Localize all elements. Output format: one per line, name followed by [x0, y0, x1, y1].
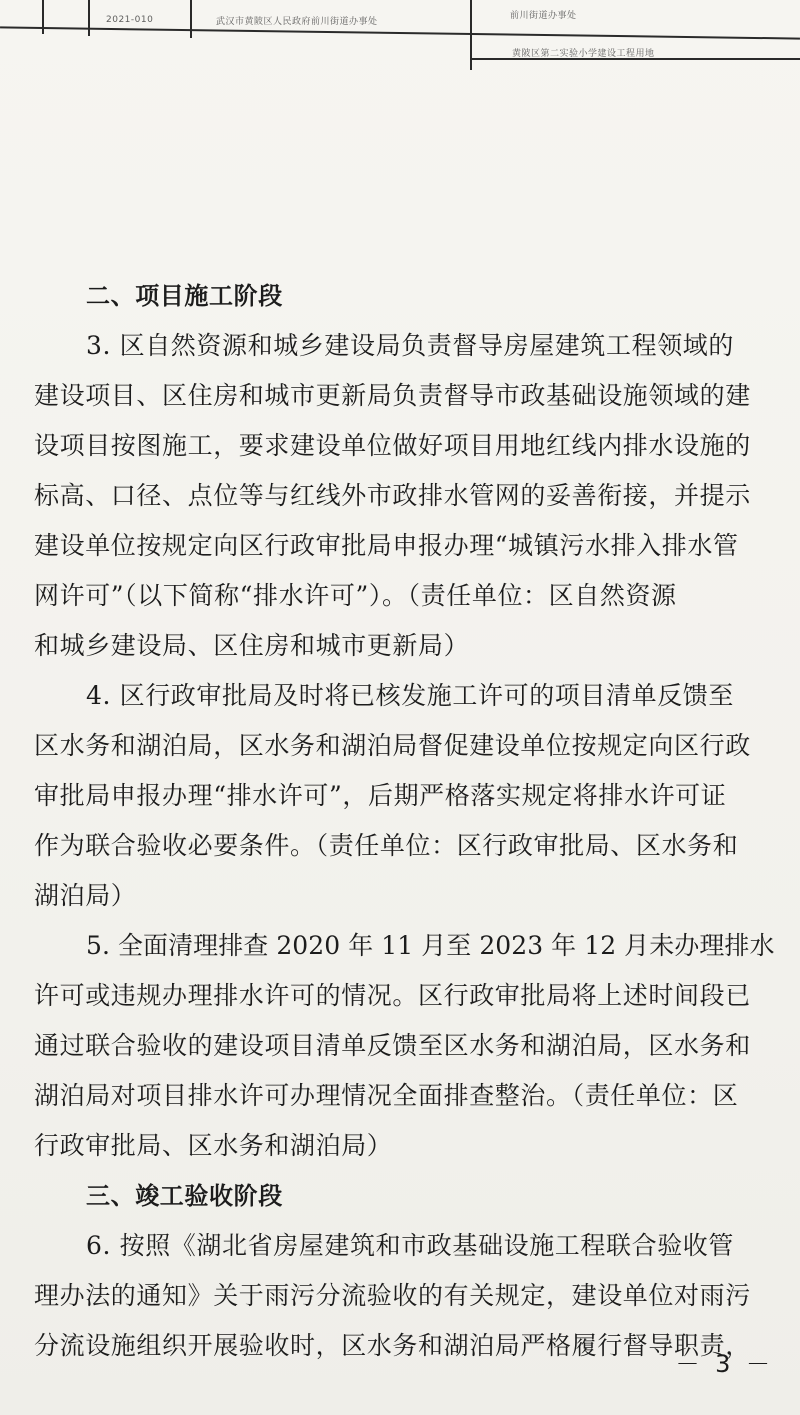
- paragraph-line: 区水务和湖泊局，区水务和湖泊局督促建设单位按规定向区行政: [34, 731, 751, 760]
- section-heading: 二、项目施工阶段: [86, 282, 283, 310]
- paragraph-line: 湖泊局对项目排水许可办理情况全面排查整治。（责任单位：区: [34, 1081, 739, 1110]
- table-cell-text: 武汉市黄陂区人民政府前川街道办事处: [216, 17, 378, 27]
- paragraph-line: 6. 按照《湖北省房屋建筑和市政基础设施工程联合验收管: [86, 1231, 735, 1260]
- page-number: － 3 －: [675, 1350, 774, 1378]
- table-cell-text: 2021-010: [106, 15, 154, 25]
- paragraph-line: 通过联合验收的建设项目清单反馈至区水务和湖泊局，区水务和: [34, 1031, 751, 1060]
- table-cell-text: 黄陂区第二实验小学建设工程用地: [512, 49, 655, 59]
- paragraph-line: 许可或违规办理排水许可的情况。区行政审批局将上述时间段已: [34, 981, 751, 1010]
- paragraph-line: 5. 全面清理排查 2020 年 11 月至 2023 年 12 月未办理排水: [86, 931, 775, 960]
- paragraph-line: 设项目按图施工，要求建设单位做好项目用地红线内排水设施的: [34, 431, 751, 460]
- paragraph-line: 4. 区行政审批局及时将已核发施工许可的项目清单反馈至: [86, 681, 735, 710]
- paragraph-line: 建设单位按规定向区行政审批局申报办理“城镇污水排入排水管: [34, 531, 739, 560]
- paragraph-line: 和城乡建设局、区住房和城市更新局）: [34, 631, 470, 660]
- paragraph-line: 行政审批局、区水务和湖泊局）: [34, 1131, 393, 1160]
- paragraph-line: 理办法的通知》关于雨污分流验收的有关规定，建设单位对雨污: [34, 1281, 751, 1310]
- paragraph-line: 审批局申报办理“排水许可”，后期严格落实规定将排水许可证: [34, 781, 727, 810]
- paragraph-line: 3. 区自然资源和城乡建设局负责督导房屋建筑工程领域的: [86, 331, 735, 360]
- paragraph-line: 标高、口径、点位等与红线外市政排水管网的妥善衔接，并提示: [34, 481, 751, 510]
- paragraph-line: 建设项目、区住房和城市更新局负责督导市政基础设施领域的建: [34, 381, 751, 410]
- paragraph-line: 分流设施组织开展验收时，区水务和湖泊局严格履行督导职责，: [34, 1331, 751, 1360]
- section-heading: 三、竣工验收阶段: [86, 1182, 283, 1210]
- paragraph-line: 网许可”（以下简称“排水许可”）。（责任单位：区自然资源: [34, 581, 677, 610]
- paragraph-line: 湖泊局）: [34, 881, 137, 910]
- paragraph-line: 作为联合验收必要条件。（责任单位：区行政审批局、区水务和: [34, 831, 739, 860]
- table-cell-text: 前川街道办事处: [510, 11, 577, 21]
